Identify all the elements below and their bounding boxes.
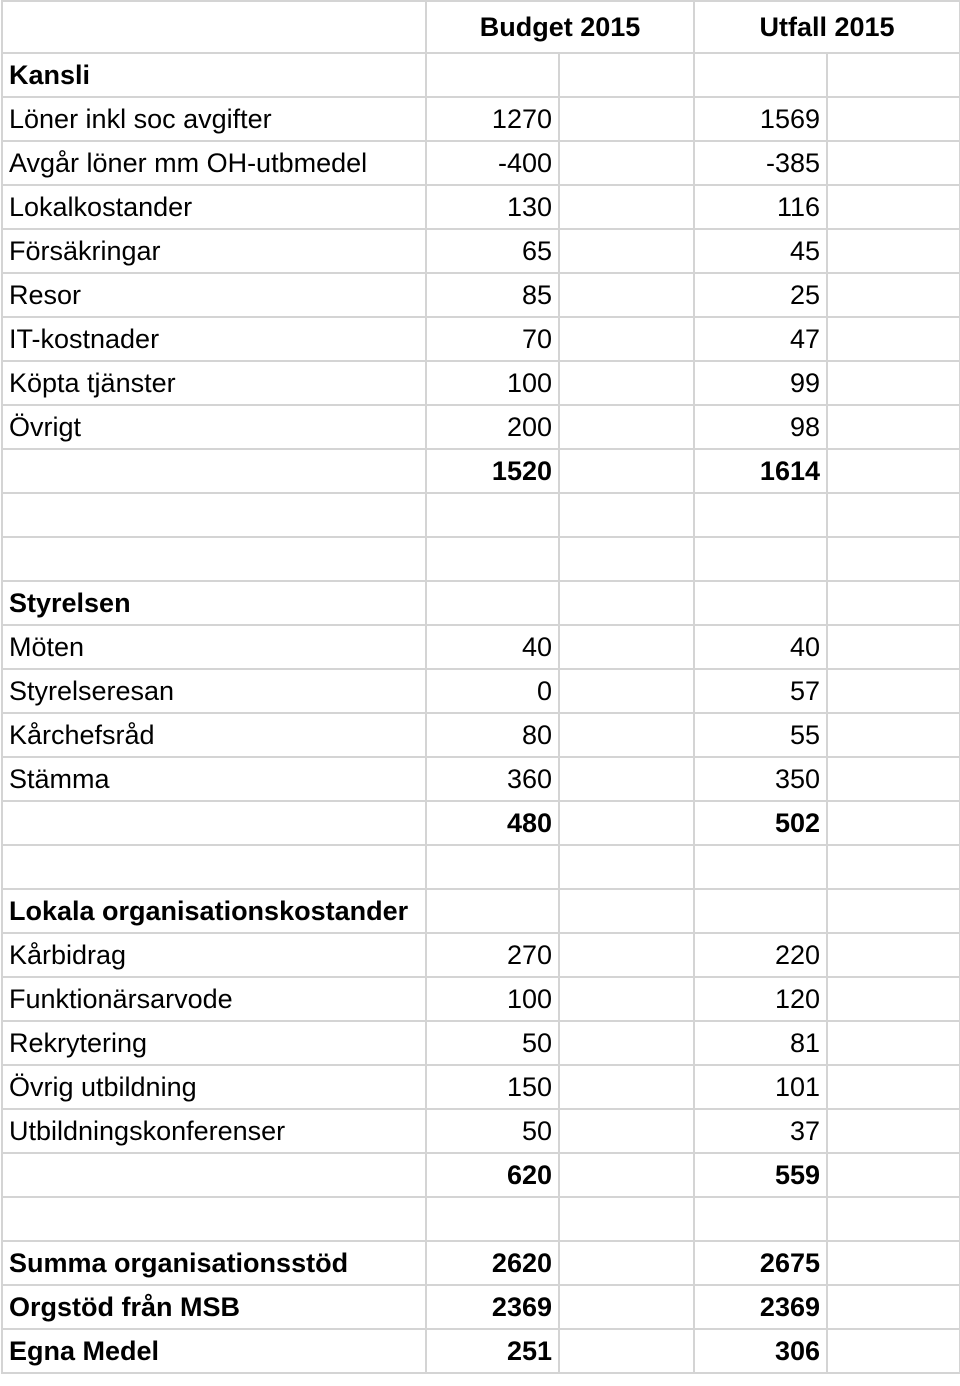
row-label: Resor xyxy=(2,273,426,317)
budget-value: -400 xyxy=(426,141,559,185)
row-label: Övrigt xyxy=(2,405,426,449)
table-row xyxy=(2,1109,960,1153)
budget-value: 50 xyxy=(426,1109,559,1153)
summary-row xyxy=(2,1285,960,1329)
outcome-subtotal: 1614 xyxy=(694,449,827,493)
outcome-total: 2675 xyxy=(694,1241,827,1285)
summary-row xyxy=(2,1329,960,1373)
table-row xyxy=(2,669,960,713)
row-label: Avgår löner mm OH-utbmedel xyxy=(2,141,426,185)
table-row xyxy=(2,141,960,185)
budget-value: 50 xyxy=(426,1021,559,1065)
table-row xyxy=(2,625,960,669)
table-row xyxy=(2,713,960,757)
row-label: Övrig utbildning xyxy=(2,1065,426,1109)
budget-value: 270 xyxy=(426,933,559,977)
table-row xyxy=(2,933,960,977)
row-label: Funktionärsarvode xyxy=(2,977,426,1021)
outcome-value: 99 xyxy=(694,361,827,405)
table-row xyxy=(2,977,960,1021)
outcome-value: 47 xyxy=(694,317,827,361)
table-row xyxy=(2,757,960,801)
section-title-row xyxy=(2,889,960,933)
table-row xyxy=(2,97,960,141)
header-row xyxy=(2,1,960,53)
outcome-value: 98 xyxy=(694,405,827,449)
outcome-value: 1569 xyxy=(694,97,827,141)
budget-value: 65 xyxy=(426,229,559,273)
row-label: Styrelseresan xyxy=(2,669,426,713)
spacer-row xyxy=(2,845,960,889)
budget-value: 200 xyxy=(426,405,559,449)
header-empty-cell xyxy=(2,1,426,53)
budget-subtotal: 480 xyxy=(426,801,559,845)
budget-value: 40 xyxy=(426,625,559,669)
row-label: Lokalkostander xyxy=(2,185,426,229)
subtotal-row xyxy=(2,801,960,845)
row-label: Stämma xyxy=(2,757,426,801)
table-row xyxy=(2,1065,960,1109)
budget-value: 0 xyxy=(426,669,559,713)
row-label: Rekrytering xyxy=(2,1021,426,1065)
budget-value: 150 xyxy=(426,1065,559,1109)
section-title: Lokala organisationskostander xyxy=(2,889,426,933)
subtotal-row xyxy=(2,449,960,493)
outcome-value: 116 xyxy=(694,185,827,229)
budget-table xyxy=(1,0,960,1374)
outcome-value: 120 xyxy=(694,977,827,1021)
budget-total: 2620 xyxy=(426,1241,559,1285)
budget-value: 360 xyxy=(426,757,559,801)
outcome-value: 40 xyxy=(694,625,827,669)
table-row xyxy=(2,273,960,317)
spacer-row xyxy=(2,493,960,537)
row-label: Möten xyxy=(2,625,426,669)
budget-value: 70 xyxy=(426,317,559,361)
outcome-value: 350 xyxy=(694,757,827,801)
col-header-budget: Budget 2015 xyxy=(426,1,694,53)
table-row xyxy=(2,185,960,229)
outcome-value: 45 xyxy=(694,229,827,273)
section-title-row xyxy=(2,53,960,97)
budget-total: 251 xyxy=(426,1329,559,1373)
section-title: Kansli xyxy=(2,53,426,97)
budget-subtotal: 620 xyxy=(426,1153,559,1197)
row-label: Köpta tjänster xyxy=(2,361,426,405)
budget-total: 2369 xyxy=(426,1285,559,1329)
table-row xyxy=(2,317,960,361)
summary-label: Summa organisationsstöd xyxy=(2,1241,426,1285)
summary-row xyxy=(2,1241,960,1285)
row-label: Löner inkl soc avgifter xyxy=(2,97,426,141)
col-header-outcome: Utfall 2015 xyxy=(694,1,960,53)
outcome-value: 220 xyxy=(694,933,827,977)
summary-label: Orgstöd från MSB xyxy=(2,1285,426,1329)
outcome-value: 101 xyxy=(694,1065,827,1109)
budget-value: 85 xyxy=(426,273,559,317)
row-label: Kårchefsråd xyxy=(2,713,426,757)
budget-subtotal: 1520 xyxy=(426,449,559,493)
table-row xyxy=(2,1021,960,1065)
row-label: IT-kostnader xyxy=(2,317,426,361)
budget-value: 80 xyxy=(426,713,559,757)
spacer-row xyxy=(2,537,960,581)
table-row xyxy=(2,229,960,273)
row-label: Kårbidrag xyxy=(2,933,426,977)
spacer-row xyxy=(2,1197,960,1241)
outcome-value: 57 xyxy=(694,669,827,713)
section-title: Styrelsen xyxy=(2,581,426,625)
outcome-total: 306 xyxy=(694,1329,827,1373)
outcome-value: 81 xyxy=(694,1021,827,1065)
outcome-value: 25 xyxy=(694,273,827,317)
row-label: Utbildningskonferenser xyxy=(2,1109,426,1153)
table-row xyxy=(2,405,960,449)
outcome-value: 37 xyxy=(694,1109,827,1153)
row-label: Försäkringar xyxy=(2,229,426,273)
table-row xyxy=(2,361,960,405)
summary-label: Egna Medel xyxy=(2,1329,426,1373)
subtotal-row xyxy=(2,1153,960,1197)
outcome-value: 55 xyxy=(694,713,827,757)
budget-value: 130 xyxy=(426,185,559,229)
outcome-value: -385 xyxy=(694,141,827,185)
outcome-subtotal: 559 xyxy=(694,1153,827,1197)
outcome-subtotal: 502 xyxy=(694,801,827,845)
section-title-row xyxy=(2,581,960,625)
outcome-total: 2369 xyxy=(694,1285,827,1329)
budget-value: 100 xyxy=(426,977,559,1021)
budget-value: 1270 xyxy=(426,97,559,141)
budget-value: 100 xyxy=(426,361,559,405)
